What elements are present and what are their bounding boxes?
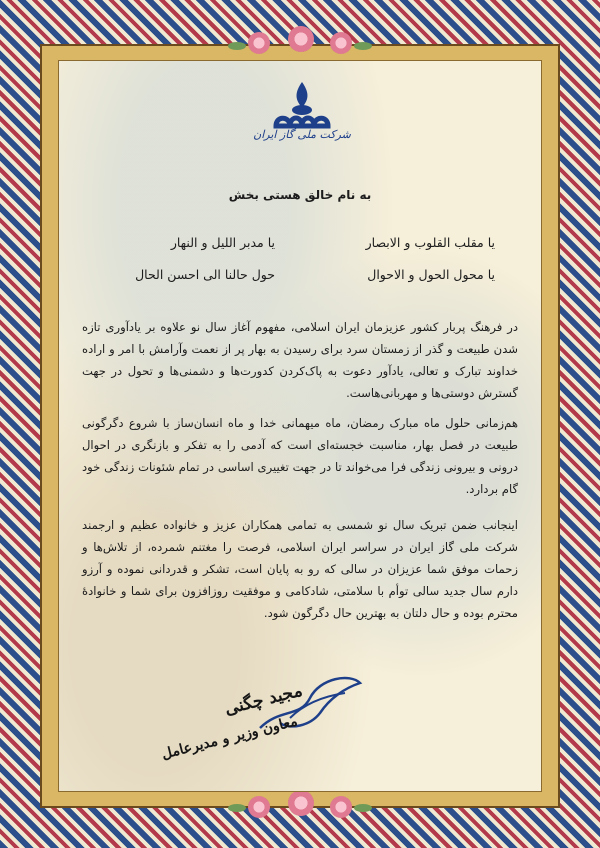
flower-ornament-top-1 bbox=[248, 32, 270, 54]
flower-ornament-top-3 bbox=[330, 32, 352, 54]
leaf-ornament-top-right bbox=[354, 42, 372, 50]
company-name-caption: شرکت ملی گاز ایران bbox=[253, 128, 351, 141]
verse-line-3: یا محول الحول و الاحوال bbox=[367, 267, 495, 282]
flower-ornament-bottom-1 bbox=[248, 796, 270, 818]
signatory-name: مجید چگنی bbox=[222, 680, 305, 720]
leaf-ornament-top-left bbox=[228, 42, 246, 50]
signatory-title: معاون وزیر و مدیرعامل bbox=[160, 713, 300, 763]
verse-line-4: حول حالنا الی احسن الحال bbox=[135, 267, 275, 282]
letter-heading: به نام خالق هستی بخش bbox=[228, 188, 372, 202]
body-paragraph-3: اینجانب ضمن تبریک سال نو شمسی به تمامی همکاران عزیز و خانواده عظیم و ارجمند شرکت ملی گاز ایران در سراسر ایران اسلامی، فرصت را مغتنم شمرده، از تلاش‌ها و زحمات موفق شما عزیزان در سالی که رو به پایان است، تشکر و قدردانی نموده و آرزو دارم سال جدید سالی توأم با سلامتی، شادکامی و موفقیت روزافزون برای شما و خانوادهٔ محترم بوده و حال دلتان به بهترین حال دگرگون شود. bbox=[82, 518, 518, 620]
flower-ornament-bottom-2 bbox=[288, 790, 314, 816]
verse-line-2: یا مدبر اللیل و النهار bbox=[170, 235, 275, 250]
flower-ornament-bottom-3 bbox=[330, 796, 352, 818]
leaf-ornament-bottom-left bbox=[228, 804, 246, 812]
body-paragraph-1: در فرهنگ پربار کشور عزیزمان ایران اسلامی، مفهوم آغاز سال نو علاوه بر یادآوری تازه شدن طبیعت و گذر از زمستان سرد برای رسیدن به بهار پر از نعمت وآرامش با امر و اراده خداوند تبارک و تعالی، یادآور دعوت به پاک‌کردن کدورت‌ها و دشمنی‌ها و تحول در جهت گسترش دوستی‌ها و مهربانی‌هاست. bbox=[82, 320, 518, 400]
leaf-ornament-bottom-right bbox=[354, 804, 372, 812]
verse-line-1: یا مقلب القلوب و الابصار bbox=[365, 235, 495, 250]
flower-ornament-top-2 bbox=[288, 26, 314, 52]
body-paragraph-2: هم‌زمانی حلول ماه مبارک رمضان، ماه میهمانی خدا و ماه انسان‌ساز با شروع دگرگونی طبیعت در فصل بهار، مناسبت خجسته‌ای است که آدمی را به تفکر و بازنگری در احوال درونی و بیرونی زندگی فرا می‌خواند تا در جهت تغییری اساسی در تمام شئونات زندگی خود گام بردارد. bbox=[82, 416, 518, 496]
nigc-flame-logo-icon bbox=[262, 78, 342, 160]
